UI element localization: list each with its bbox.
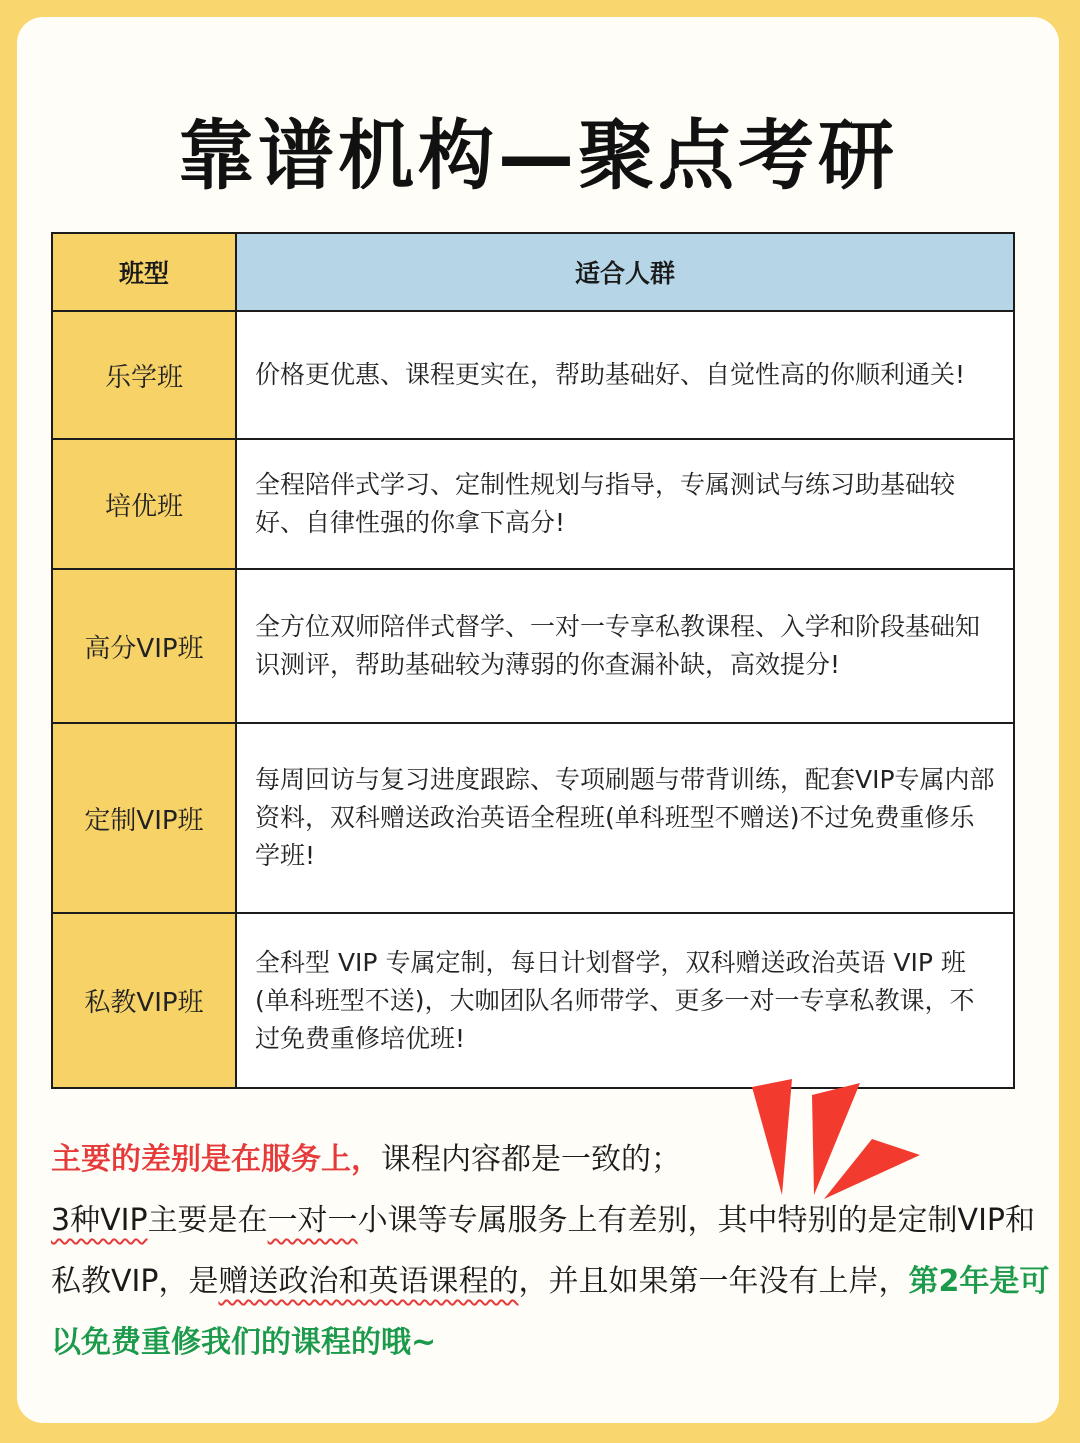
class-type-cell: 乐学班 — [52, 311, 236, 439]
class-type-cell: 私教VIP班 — [52, 913, 236, 1088]
summary-notes — [51, 1129, 1051, 1373]
content-card — [17, 17, 1059, 1423]
audience-cell: 价格更优惠、课程更实在，帮助基础好、自觉性高的你顺利通关! — [236, 311, 1014, 439]
note-text: 是 — [188, 1264, 219, 1299]
page-title: 靠谱机构—聚点考研 — [178, 111, 898, 200]
note-line-1 — [51, 1129, 1051, 1190]
note-underlined: 赠送政治和英语课程的 — [218, 1264, 519, 1299]
header-class-type: 班型 — [52, 233, 236, 311]
table-row — [52, 439, 1014, 569]
note-highlight-red: 主要的差别是在服务上， — [51, 1142, 381, 1177]
note-text: 课程内容都是一致的； — [381, 1142, 681, 1177]
note-highlight-green: 第2年是可以免费重修我们的课程的哦~ — [51, 1264, 1050, 1360]
audience-cell: 每周回访与复习进度跟踪、专项刷题与带背训练，配套VIP专属内部资料，双科赠送政治英语全程班(单科班型不赠送)不过免费重修乐学班! — [236, 723, 1014, 913]
class-table — [51, 232, 1015, 1089]
class-type-cell: 培优班 — [52, 439, 236, 569]
audience-cell: 全科型 VIP 专属定制，每日计划督学，双科赠送政治英语 VIP 班(单科班型不送)，大咖团队名师带学、更多一对一专享私教课，不过免费重修培优班! — [236, 913, 1014, 1088]
table-row — [52, 569, 1014, 723]
note-underlined: 一对一 — [267, 1203, 358, 1238]
note-text: 小课等专属服务上有差别，其中特别的是定制VIP和私教VIP， — [51, 1203, 1036, 1299]
header-audience: 适合人群 — [236, 233, 1014, 311]
table-header-row — [52, 233, 1014, 311]
audience-cell: 全程陪伴式学习、定制性规划与指导，专属测试与练习助基础较好、自律性强的你拿下高分! — [236, 439, 1014, 569]
note-text: ，并且如果第一年没有上岸， — [518, 1264, 909, 1299]
class-type-cell: 高分VIP班 — [52, 569, 236, 723]
table-row — [52, 723, 1014, 913]
note-underlined: 3种VIP — [51, 1203, 148, 1238]
note-text: 主要是在 — [147, 1203, 268, 1238]
table-row — [52, 913, 1014, 1088]
note-paragraph-2 — [51, 1190, 1051, 1373]
class-type-cell: 定制VIP班 — [52, 723, 236, 913]
table-row — [52, 311, 1014, 439]
audience-cell: 全方位双师陪伴式督学、一对一专享私教课程、入学和阶段基础知识测评，帮助基础较为薄弱的你查漏补缺，高效提分! — [236, 569, 1014, 723]
